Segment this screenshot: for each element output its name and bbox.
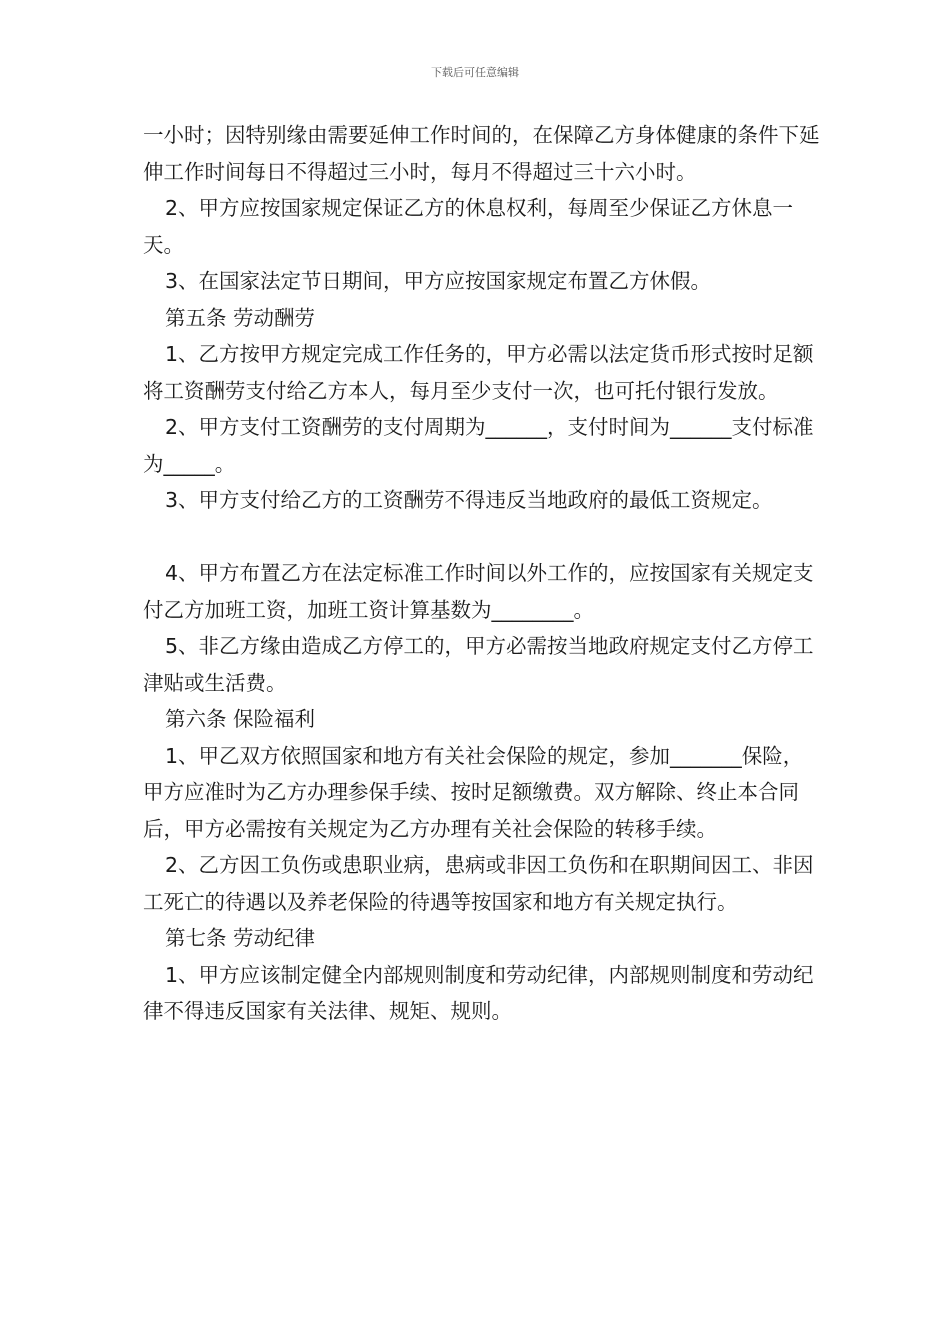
paragraph-pay-method: 1、乙方按甲方规定完成工作任务的，甲方必需以法定货币形式按时足额将工资酬劳支付给乙方本人，每月至少支付一次，也可托付银行发放。 (143, 342, 814, 403)
paragraph-pay-schedule: 2、甲方支付工资酬劳的支付周期为______，支付时间为______支付标准为_____。 (143, 415, 814, 476)
paragraph-work-stoppage: 5、非乙方缘由造成乙方停工的，甲方必需按当地政府规定支付乙方停工津贴或生活费。 (143, 634, 814, 695)
paragraph-minimum-wage: 3、甲方支付给乙方的工资酬劳不得违反当地政府的最低工资规定。 (165, 488, 773, 512)
paragraph-social-insurance: 1、甲乙双方依照国家和地方有关社会保险的规定，参加_______保险，甲方应准时为乙方办理参保手续、按时足额缴费。双方解除、终止本合同后，甲方必需按有关规定为乙方办理有关社会保险的转移手续。 (143, 743, 804, 841)
paragraph-holidays: 3、在国家法定节日期间，甲方应按国家规定布置乙方休假。 (165, 269, 712, 293)
paragraph-rest-rights: 2、甲方应按国家规定保证乙方的休息权利，每周至少保证乙方休息一天。 (143, 196, 794, 257)
section-heading-article-7: 第七条 劳动纪律 (165, 926, 316, 950)
section-heading-article-6: 第六条 保险福利 (165, 707, 316, 731)
paragraph-working-hours-continued: 一小时；因特别缘由需要延伸工作时间的，在保障乙方身体健康的条件下延伸工作时间每日不得超过三小时，每月不得超过三十六小时。 (143, 123, 820, 184)
document-body (143, 117, 823, 1030)
paragraph-labor-discipline: 1、甲方应该制定健全内部规则制度和劳动纪律，内部规则制度和劳动纪律不得违反国家有关法律、规矩、规则。 (143, 962, 814, 1023)
section-heading-article-5: 第五条 劳动酬劳 (165, 305, 316, 330)
paragraph-injury-benefits: 2、乙方因工负伤或患职业病，患病或非因工负伤和在职期间因工、非因工死亡的待遇以及养老保险的待遇等按国家和地方有关规定执行。 (143, 853, 814, 914)
paragraph-overtime-pay: 4、甲方布置乙方在法定标准工作时间以外工作的，应按国家有关规定支付乙方加班工资，加班工资计算基数为________。 (143, 561, 814, 622)
blank-line (143, 519, 823, 556)
page-header: 下载后可任意编辑 (431, 66, 519, 79)
